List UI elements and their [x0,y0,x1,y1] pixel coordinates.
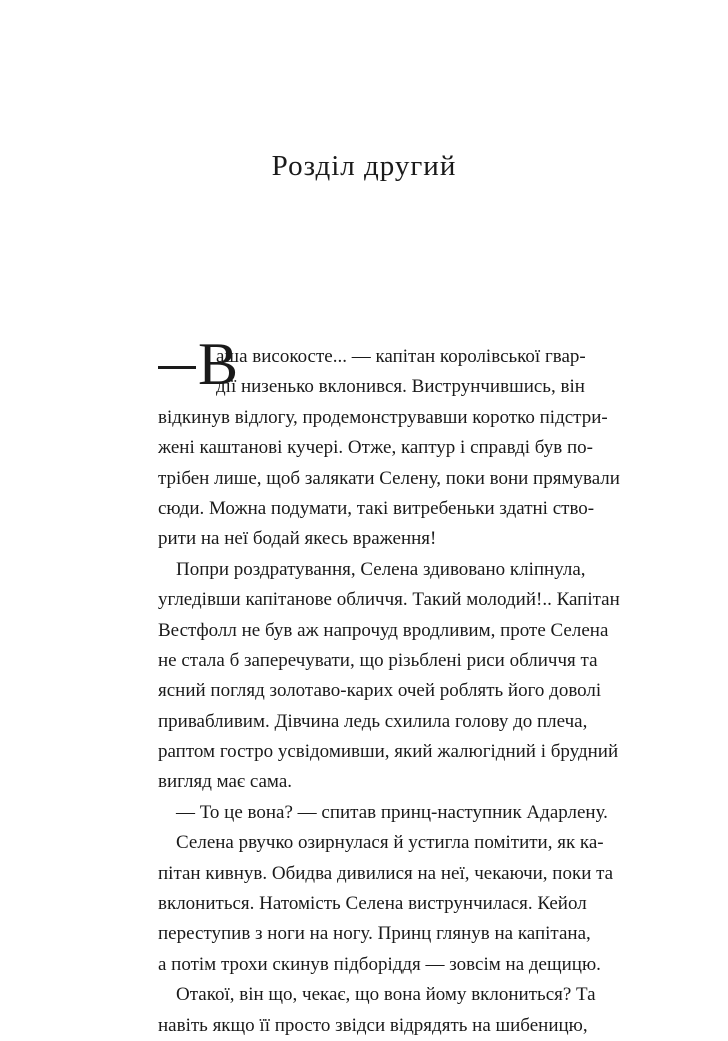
text-line: привабливим. Дівчина ледь схилила голову до плеча, [158,710,588,732]
drop-cap-letter: В [198,331,239,397]
text-line: Отакої, він що, чекає, що вона йому вклониться? Та [176,984,596,1006]
text-line: угледівши капітанове обличчя. Такий молодий!.. Капітан [158,589,620,611]
text-line: не стала б заперечувати, що різьблені риси обличчя та [158,649,598,671]
text-line: а потім трохи скинув підборіддя — зовсім на дещицю. [158,953,601,975]
text-line: відкинув відлогу, продемонструвавши коротко підстри- [158,406,608,428]
text-line: раптом гостро усвідомивши, який жалюгідний і брудний [158,741,619,763]
text-line: сюди. Можна подумати, такі витребеньки здатні ство- [158,497,595,519]
text-line: Вестфолл не був аж напрочуд вродливим, проте Селена [158,619,609,641]
text-line: жені каштанові кучері. Отже, каптур і справді був по- [158,437,593,459]
text-line: вклониться. Натомість Селена виструнчилася. Кейол [158,893,587,915]
text-line: переступив з ноги на ногу. Принц глянув на капітана, [158,923,591,945]
text-line: Попри роздратування, Селена здивовано кліпнула, [176,558,586,580]
drop-cap [158,331,239,400]
text-line: навіть якщо її просто звідси відрядять на шибеницю, [158,1014,588,1036]
text-line: аша високосте... — капітан королівської гвар- [216,346,586,367]
text-line: вигляд має сама. [158,771,293,793]
chapter-text [158,331,620,1041]
drop-cap-dash [158,366,196,369]
text-line: ясний погляд золотаво-карих очей роблять його доволі [158,680,602,702]
text-line: трібен лише, щоб залякати Селену, поки вони прямували [158,467,620,489]
text-line: рити на неї бодай якесь враження! [158,528,437,550]
text-line: — То це вона? — спитав принц-наступник Адарлену. [176,801,608,823]
text-line: Селена рвучко озирнулася й устигла помітити, як ка- [176,832,604,854]
chapter-title: Розділ другий [271,150,457,182]
text-line: дії низенько вклонився. Виструнчившись, він [216,376,585,398]
text-line: пітан кивнув. Обидва дивилися на неї, чекаючи, поки та [158,862,614,884]
